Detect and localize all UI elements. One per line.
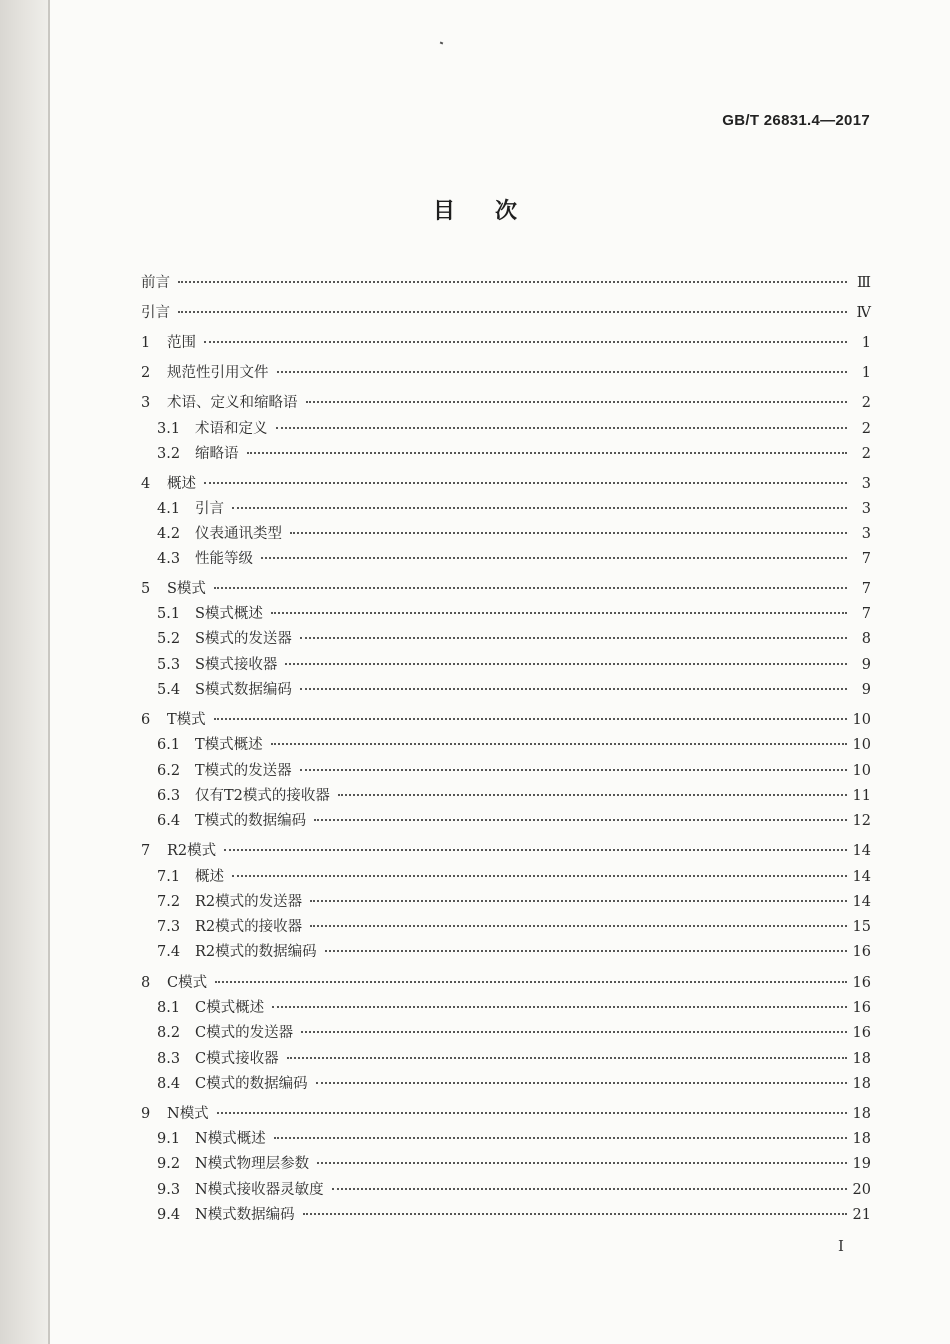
toc-entry-page: Ⅲ: [857, 275, 871, 291]
toc-entry-label: 仪表通讯类型: [195, 526, 282, 542]
toc-entry-number: 9.2: [157, 1156, 181, 1172]
toc-leader-dots: [232, 874, 847, 877]
toc-entry-number: 7.1: [157, 869, 181, 885]
toc-entry-number: 8.1: [157, 1000, 181, 1016]
toc-leader-dots: [277, 370, 848, 373]
toc-entry-number: 4: [141, 476, 151, 492]
toc-entry[interactable]: [141, 1153, 871, 1175]
toc-entry[interactable]: [141, 332, 871, 354]
toc-entry-number: 9.4: [157, 1207, 181, 1223]
toc-entry-label: R2模式的发送器: [195, 894, 303, 910]
toc-leader-dots: [272, 1005, 846, 1008]
toc-leader-dots: [310, 899, 846, 902]
toc-entry[interactable]: [141, 418, 871, 440]
toc-entry[interactable]: [141, 709, 871, 731]
toc-entry-label: S模式概述: [195, 606, 263, 622]
toc-entry-label: S模式数据编码: [195, 682, 292, 698]
toc-entry-label: 性能等级: [195, 551, 253, 567]
toc-entry-page: 9: [861, 657, 871, 673]
toc-leader-dots: [271, 611, 847, 614]
toc-entry[interactable]: [141, 1048, 871, 1070]
toc-entry-label: 概述: [195, 869, 224, 885]
toc-leader-dots: [247, 451, 848, 454]
toc-entry[interactable]: [141, 1073, 871, 1095]
toc-entry[interactable]: [141, 548, 871, 570]
toc-leader-dots: [332, 1187, 847, 1190]
toc-entry-page: 1: [861, 365, 871, 381]
toc-entry-number: 7.4: [157, 944, 181, 960]
toc-entry-number: 8.4: [157, 1076, 181, 1092]
toc-leader-dots: [214, 586, 847, 589]
toc-leader-dots: [300, 687, 847, 690]
toc-entry-label: 仅有T2模式的接收器: [195, 788, 330, 804]
toc-leader-dots: [317, 1161, 846, 1164]
toc-entry-page: 8: [861, 631, 871, 647]
toc-leader-dots: [316, 1081, 847, 1084]
toc-entry-number: 4.2: [157, 526, 181, 542]
toc-entry-number: 6.1: [157, 737, 181, 753]
toc-entry-page: 10: [852, 712, 871, 728]
toc-entry-page: 7: [861, 606, 871, 622]
toc-leader-dots: [287, 1056, 847, 1059]
toc-leader-dots: [204, 340, 847, 343]
toc-entry-label: N模式物理层参数: [195, 1156, 310, 1172]
toc-entry[interactable]: [141, 679, 871, 701]
toc-entry-label: C模式概述: [195, 1000, 265, 1016]
toc-entry-page: 12: [852, 813, 871, 829]
toc-entry[interactable]: [141, 603, 871, 625]
toc-entry-number: 5.2: [157, 631, 181, 647]
toc-entry-page: 11: [852, 788, 871, 804]
toc-entry-number: 7: [141, 843, 151, 859]
toc-leader-dots: [261, 556, 847, 559]
toc-entry-page: 14: [852, 894, 871, 910]
toc-entry[interactable]: [141, 1103, 871, 1125]
toc-entry-number: 6: [141, 712, 151, 728]
toc-entry-label: T模式的数据编码: [195, 813, 307, 829]
toc-entry-page: 2: [861, 421, 871, 437]
toc-entry-label: 缩略语: [195, 446, 239, 462]
toc-entry-number: 1: [141, 335, 151, 351]
toc-entry-label: C模式: [167, 975, 208, 991]
toc-leader-dots: [215, 980, 846, 983]
toc-leader-dots: [276, 426, 848, 429]
toc-entry-page: 16: [852, 944, 871, 960]
toc-entry-page: 19: [852, 1156, 871, 1172]
toc-entry[interactable]: [141, 523, 871, 545]
toc-leader-dots: [303, 1212, 847, 1215]
toc-entry-number: 9.3: [157, 1182, 181, 1198]
toc-entry-label: R2模式的接收器: [195, 919, 303, 935]
toc-entry-number: 3: [141, 395, 151, 411]
toc-leader-dots: [338, 793, 847, 796]
toc-entry[interactable]: [141, 972, 871, 994]
toc-entry-label: S模式的发送器: [195, 631, 292, 647]
toc-entry-number: 6.2: [157, 763, 181, 779]
toc-entry-label: 前言: [141, 275, 170, 291]
toc-leader-dots: [310, 924, 846, 927]
toc-entry[interactable]: [141, 392, 871, 414]
toc-leader-dots: [314, 818, 846, 821]
toc-entry[interactable]: [141, 916, 871, 938]
toc-entry[interactable]: [141, 1179, 871, 1201]
toc-entry[interactable]: [141, 810, 871, 832]
toc-entry-number: 6.4: [157, 813, 181, 829]
toc-entry[interactable]: [141, 840, 871, 862]
toc-leader-dots: [300, 636, 847, 639]
toc-entry-label: S模式: [167, 581, 206, 597]
toc-entry-page: 3: [861, 476, 871, 492]
toc-leader-dots: [204, 481, 847, 484]
toc-entry-label: C模式接收器: [195, 1051, 279, 1067]
toc-entry-label: T模式的发送器: [195, 763, 292, 779]
toc-entry-label: N模式接收器灵敏度: [195, 1182, 324, 1198]
toc-entry-label: 引言: [195, 501, 224, 517]
toc-entry-page: 18: [852, 1131, 871, 1147]
toc-entry[interactable]: [141, 578, 871, 600]
toc-entry-page: 3: [861, 501, 871, 517]
toc-leader-dots: [214, 717, 847, 720]
toc-entry-page: 3: [861, 526, 871, 542]
toc-entry-number: 6.3: [157, 788, 181, 804]
toc-entry[interactable]: [141, 302, 871, 324]
toc-leader-dots: [217, 1111, 847, 1114]
toc-entry[interactable]: [141, 866, 871, 888]
toc-entry-number: 7.2: [157, 894, 181, 910]
toc-entry-number: 8: [141, 975, 151, 991]
toc-leader-dots: [232, 506, 847, 509]
toc-entry[interactable]: [141, 443, 871, 465]
toc-entry-label: 术语和定义: [195, 421, 268, 437]
toc-entry-number: 5.4: [157, 682, 181, 698]
toc-entry-page: 10: [852, 763, 871, 779]
toc-entry-page: 21: [852, 1207, 871, 1223]
toc-entry-label: 概述: [167, 476, 196, 492]
toc-entry[interactable]: [141, 734, 871, 756]
toc-entry[interactable]: [141, 1128, 871, 1150]
toc-entry-page: 16: [852, 1000, 871, 1016]
toc-entry-page: 1: [861, 335, 871, 351]
toc-leader-dots: [306, 400, 848, 403]
page-folio: I: [838, 1237, 844, 1255]
toc-leader-dots: [285, 662, 847, 665]
toc-entry-number: 9: [141, 1106, 151, 1122]
toc-entry-label: T模式概述: [195, 737, 263, 753]
toc-entry[interactable]: [141, 941, 871, 963]
toc-entry[interactable]: [141, 891, 871, 913]
toc-entry-page: 20: [852, 1182, 871, 1198]
toc-entry-number: 8.3: [157, 1051, 181, 1067]
toc-leader-dots: [224, 848, 846, 851]
toc-entry-number: 5: [141, 581, 151, 597]
toc-entry-page: Ⅳ: [856, 305, 871, 321]
toc-entry-label: 引言: [141, 305, 170, 321]
toc-entry-number: 2: [141, 365, 151, 381]
toc-entry-page: 2: [861, 395, 871, 411]
toc-entry[interactable]: [141, 1022, 871, 1044]
toc-entry[interactable]: [141, 272, 871, 294]
toc-entry-page: 10: [852, 737, 871, 753]
toc-leader-dots: [178, 310, 847, 313]
toc-entry-label: C模式的数据编码: [195, 1076, 308, 1092]
toc-entry-number: 8.2: [157, 1025, 181, 1041]
toc-entry-number: 5.1: [157, 606, 181, 622]
toc-entry-label: T模式: [167, 712, 206, 728]
toc-entry-page: 18: [852, 1076, 871, 1092]
toc-entry[interactable]: [141, 760, 871, 782]
toc-title: 目次: [432, 199, 557, 224]
toc-entry[interactable]: [141, 362, 871, 384]
toc-entry-number: 3.2: [157, 446, 181, 462]
toc-leader-dots: [290, 531, 847, 534]
toc-entry-page: 15: [852, 919, 871, 935]
toc-entry-label: S模式接收器: [195, 657, 278, 673]
toc-entry-label: R2模式的数据编码: [195, 944, 317, 960]
toc-entry-label: C模式的发送器: [195, 1025, 294, 1041]
toc-entry-number: 7.3: [157, 919, 181, 935]
toc-leader-dots: [271, 742, 847, 745]
toc-entry-page: 14: [852, 869, 871, 885]
toc-entry[interactable]: [141, 473, 871, 495]
toc-leader-dots: [325, 949, 847, 952]
toc-entry[interactable]: [141, 498, 871, 520]
toc-leader-dots: [301, 1030, 846, 1033]
toc-entry-label: R2模式: [167, 843, 217, 859]
toc-entry[interactable]: [141, 628, 871, 650]
toc-entry-number: 5.3: [157, 657, 181, 673]
toc-entry-label: N模式: [167, 1106, 209, 1122]
toc-entry-page: 16: [852, 1025, 871, 1041]
toc-entry-label: 范围: [167, 335, 196, 351]
toc-leader-dots: [274, 1136, 847, 1139]
toc-entry-label: 术语、定义和缩略语: [167, 395, 298, 411]
toc-entry[interactable]: [141, 654, 871, 676]
toc-leader-dots: [178, 280, 847, 283]
toc-entry-page: 14: [852, 843, 871, 859]
toc-entry-number: 9.1: [157, 1131, 181, 1147]
toc-entry-page: 16: [852, 975, 871, 991]
toc-entry-number: 4.1: [157, 501, 181, 517]
toc-entry-page: 18: [852, 1106, 871, 1122]
toc-entry-page: 2: [861, 446, 871, 462]
toc-entry-page: 9: [861, 682, 871, 698]
toc-entry[interactable]: [141, 1204, 871, 1226]
toc-entry-number: 4.3: [157, 551, 181, 567]
toc-entry-page: 18: [852, 1051, 871, 1067]
toc-entry-label: N模式数据编码: [195, 1207, 295, 1223]
toc-entry-page: 7: [861, 581, 871, 597]
toc-entry[interactable]: [141, 997, 871, 1019]
toc-entry[interactable]: [141, 785, 871, 807]
toc-entry-page: 7: [861, 551, 871, 567]
toc-entry-label: 规范性引用文件: [167, 365, 269, 381]
toc-leader-dots: [300, 768, 847, 771]
toc-entry-label: N模式概述: [195, 1131, 266, 1147]
toc-entry-number: 3.1: [157, 421, 181, 437]
standard-number: GB/T 26831.4—2017: [722, 112, 870, 129]
